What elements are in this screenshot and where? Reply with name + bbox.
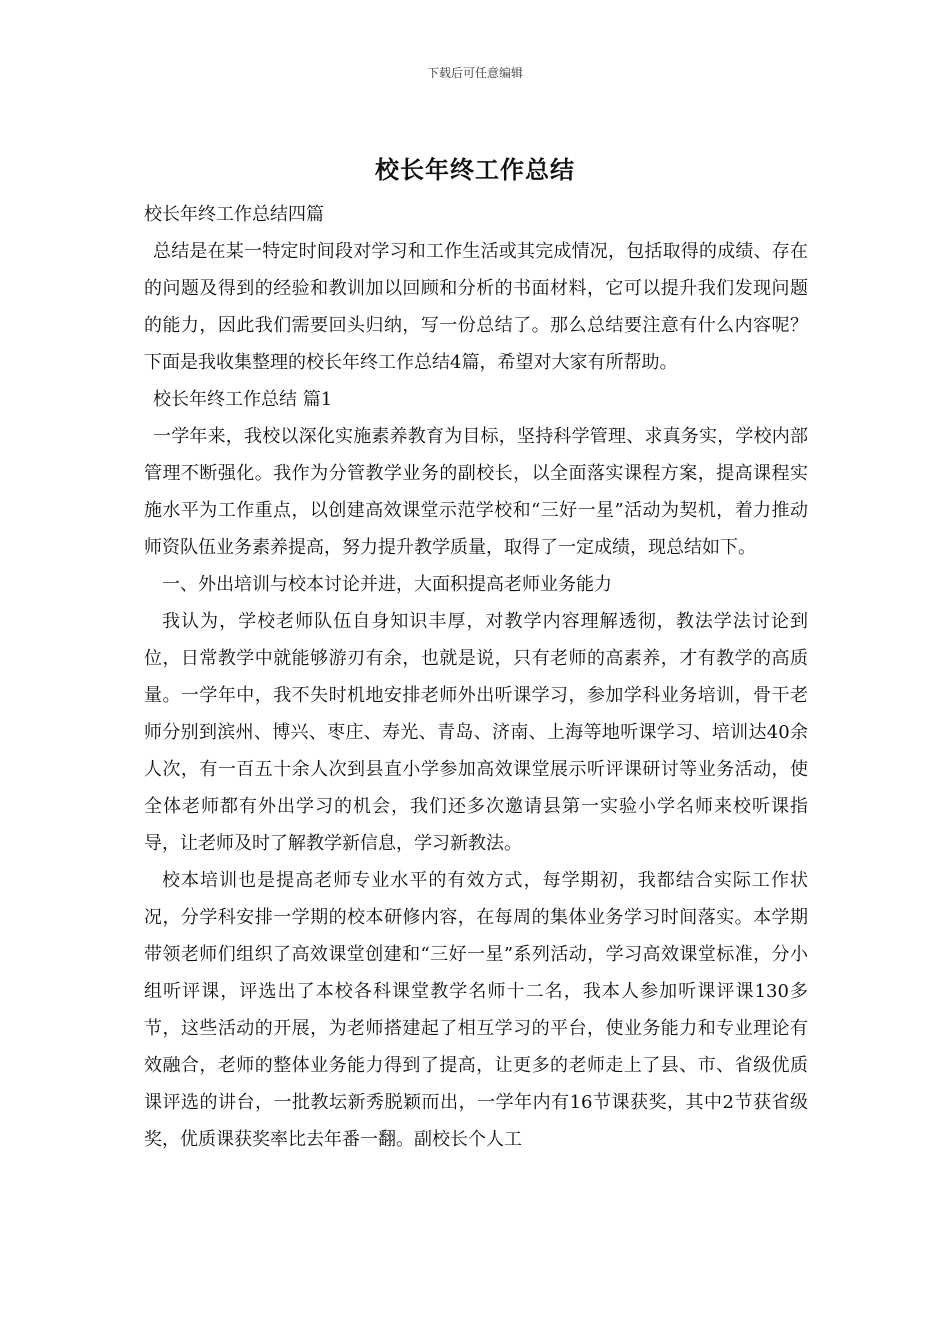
document-title: 校长年终工作总结: [375, 155, 575, 184]
body-paragraph-2: 我认为，学校老师队伍自身知识丰厚，对教学内容理解透彻，教法学法讨论到位，日常教学中就能够游刃有余，也就是说，只有老师的高素养，才有教学的高质量。一学年中，我不失时机地安排老师外出听课学习，参加学科业务培训，骨干老师分别到滨州、博兴、枣庄、寿光、青岛、济南、上海等地听课学习、培训达40余人次，有一百五十余人次到县直小学参加高效课堂展示听评课研讨等业务活动，使全体老师都有外出学习的机会，我们还多次邀请县第一实验小学名师来校听课指导，让老师及时了解教学新信息，学习新教法。: [144, 611, 808, 854]
document-body: [144, 196, 808, 1158]
intro-paragraph: 总结是在某一特定时间段对学习和工作生活或其完成情况，包括取得的成绩、存在的问题及得到的经验和教训加以回顾和分析的书面材料，它可以提升我们发现问题的能力，因此我们需要回头归纳，写一份总结了。那么总结要注意有什么内容呢？下面是我收集整理的校长年终工作总结4篇，希望对大家有所帮助。: [144, 241, 808, 373]
page-header-note: 下载后可任意编辑: [426, 66, 523, 80]
body-paragraph-3: 校本培训也是提高老师专业水平的有效方式，每学期初，我都结合实际工作状况，分学科安排一学期的校本研修内容，在每周的集体业务学习时间落实。本学期带领老师们组织了高效课堂创建和“三好一星”系列活动，学习高效课堂标准，分小组听评课，评选出了本校各科课堂教学名师十二名，我本人参加听课评课130多节，这些活动的开展，为老师搭建起了相互学习的平台，使业务能力和专业理论有效融合，老师的整体业务能力得到了提高，让更多的老师走上了县、市、省级优质课评选的讲台，一批教坛新秀脱颖而出，一学年内有16节课获奖，其中2节获省级奖，优质课获奖率比去年番一翻。副校长个人工: [144, 870, 808, 1150]
section-heading-1: 一、外出培训与校本讨论并进，大面积提高老师业务能力: [162, 574, 612, 595]
body-paragraph-1: 一学年来，我校以深化实施素养教育为目标，坚持科学管理、求真务实，学校内部管理不断强化。我作为分管教学业务的副校长，以全面落实课程方案，提高课程实施水平为工作重点，以创建高效课堂示范学校和“三好一星”活动为契机，着力推动师资队伍业务素养提高，努力提升教学质量，取得了一定成绩，现总结如下。: [144, 426, 808, 558]
document-subtitle: 校长年终工作总结四篇: [144, 204, 324, 225]
section-title: 校长年终工作总结 篇1: [153, 389, 333, 410]
